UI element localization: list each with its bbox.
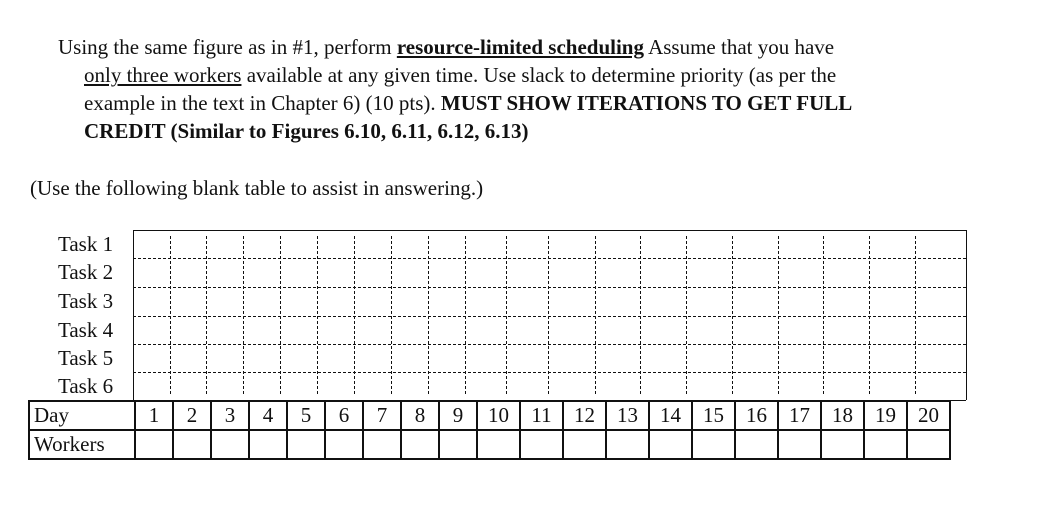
question-line-1 <box>58 33 1048 61</box>
grid-column-tick <box>280 236 281 394</box>
task-label: Task 3 <box>58 289 114 313</box>
grid-column-tick <box>548 236 549 394</box>
workers-cell[interactable] <box>211 430 249 459</box>
workers-cell[interactable] <box>520 430 563 459</box>
grid-column-tick <box>506 236 507 394</box>
day-cell: 17 <box>778 401 821 430</box>
workers-cell[interactable] <box>692 430 735 459</box>
workers-cell[interactable] <box>907 430 950 459</box>
grid-row-line <box>133 316 966 317</box>
workers-cell[interactable] <box>173 430 211 459</box>
day-cell: 19 <box>864 401 907 430</box>
day-row <box>29 401 950 430</box>
workers-cell[interactable] <box>249 430 287 459</box>
task-label: Task 6 <box>58 374 114 398</box>
question-line-3-text: example in the text in Chapter 6) (10 pts). <box>84 91 441 115</box>
workers-cell[interactable] <box>325 430 363 459</box>
day-cell: 9 <box>439 401 477 430</box>
grid-column-tick <box>686 236 687 394</box>
grid-column-tick <box>243 236 244 394</box>
grid-column-tick <box>133 230 134 400</box>
grid-column-tick <box>206 236 207 394</box>
day-cell: 8 <box>401 401 439 430</box>
grid-column-tick <box>640 236 641 394</box>
day-cell: 7 <box>363 401 401 430</box>
workers-cell[interactable] <box>778 430 821 459</box>
grid-column-tick <box>354 236 355 394</box>
day-cell: 4 <box>249 401 287 430</box>
question-line-3 <box>58 89 1048 117</box>
day-cell: 3 <box>211 401 249 430</box>
grid-row-line <box>133 287 966 288</box>
task-label: Task 4 <box>58 318 114 342</box>
workers-cell[interactable] <box>821 430 864 459</box>
day-cell: 5 <box>287 401 325 430</box>
day-cell: 15 <box>692 401 735 430</box>
day-label: Day <box>29 401 135 430</box>
day-cell: 14 <box>649 401 692 430</box>
grid-column-tick <box>595 236 596 394</box>
grid-column-tick <box>732 236 733 394</box>
question-emphasis-workers: only three workers <box>84 63 242 87</box>
workers-cell[interactable] <box>401 430 439 459</box>
grid-column-tick <box>778 236 779 394</box>
workers-cell[interactable] <box>563 430 606 459</box>
day-cell: 1 <box>135 401 173 430</box>
grid-column-tick <box>317 236 318 394</box>
grid-row-line <box>133 230 966 231</box>
workers-cell[interactable] <box>135 430 173 459</box>
question-line-2-text: available at any given time. Use slack to determine priority (as per the <box>241 63 837 87</box>
grid-row-line <box>133 258 966 259</box>
workers-cell[interactable] <box>735 430 778 459</box>
grid-column-tick <box>869 236 870 394</box>
question-emphasis-must-show: MUST SHOW ITERATIONS TO GET FULL <box>440 91 853 115</box>
question-emphasis-resource-limited: resource-limited scheduling <box>396 35 644 59</box>
workers-cell[interactable] <box>363 430 401 459</box>
day-cell: 2 <box>173 401 211 430</box>
question-line-1-end: Assume that you have <box>643 35 835 59</box>
grid-column-tick <box>465 236 466 394</box>
grid-column-tick <box>428 236 429 394</box>
grid-column-tick <box>391 236 392 394</box>
grid-row-line <box>133 372 966 373</box>
day-cell: 6 <box>325 401 363 430</box>
workers-cell[interactable] <box>477 430 520 459</box>
instruction-text: (Use the following blank table to assist in answering.) <box>30 176 484 200</box>
grid-column-tick <box>915 236 916 394</box>
workers-cell[interactable] <box>439 430 477 459</box>
grid-column-tick <box>966 230 967 400</box>
question-line-4: CREDIT (Similar to Figures 6.10, 6.11, 6.12, 6.13) <box>84 119 529 143</box>
workers-cell[interactable] <box>287 430 325 459</box>
question-line-1-text: Using the same figure as in #1, perform <box>58 35 397 59</box>
day-cell: 11 <box>520 401 563 430</box>
workers-cell[interactable] <box>649 430 692 459</box>
day-cell: 18 <box>821 401 864 430</box>
task-label: Task 2 <box>58 260 114 284</box>
workers-cell[interactable] <box>606 430 649 459</box>
day-cell: 20 <box>907 401 950 430</box>
task-label: Task 5 <box>58 346 114 370</box>
workers-label: Workers <box>29 430 135 459</box>
grid-row-line <box>133 344 966 345</box>
question-text <box>58 33 1048 145</box>
task-label: Task 1 <box>58 232 114 256</box>
day-cell: 10 <box>477 401 520 430</box>
grid-column-tick <box>823 236 824 394</box>
day-cell: 13 <box>606 401 649 430</box>
day-workers-table <box>28 400 951 460</box>
workers-row <box>29 430 950 459</box>
workers-cell[interactable] <box>864 430 907 459</box>
day-cell: 16 <box>735 401 778 430</box>
grid-column-tick <box>170 236 171 394</box>
day-cell: 12 <box>563 401 606 430</box>
question-line-2 <box>58 61 1048 89</box>
